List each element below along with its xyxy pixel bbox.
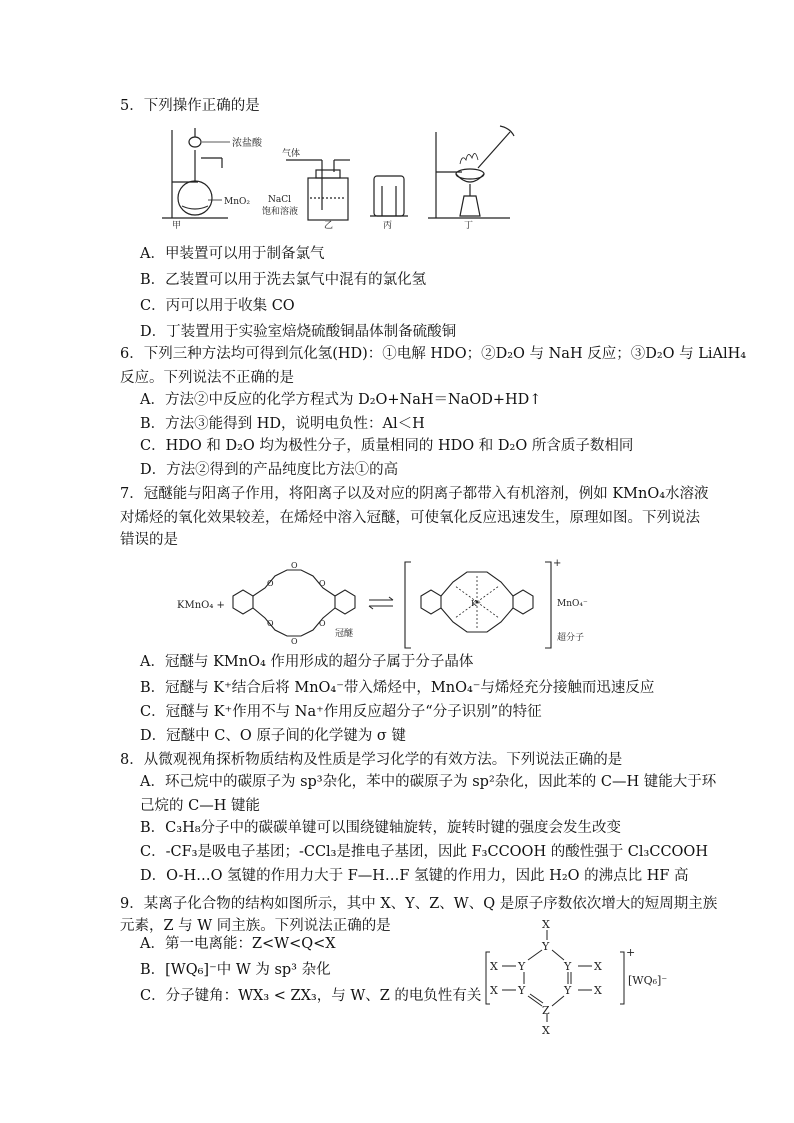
atom-x-right-2: X (594, 984, 602, 997)
cation-charge: + (626, 946, 636, 959)
q6-option-a: A．方法②中反应的化学方程式为 D₂O+NaH＝NaOD+HD↑ (140, 392, 542, 408)
apparatus-bing (370, 176, 408, 216)
caption-yi: 乙 (324, 221, 334, 230)
atom-y-left-2: Y (518, 984, 526, 997)
q7-option-b: B．冠醚与 K⁺结合后将 MnO₄⁻带入烯烃中，MnO₄⁻与烯烃充分接触而迅速反应 (140, 680, 655, 696)
atom-y-left-1: Y (518, 960, 526, 973)
crown-ether-left (233, 570, 355, 636)
atom-x-top: X (542, 918, 550, 931)
q7-option-c: C．冠醚与 K⁺作用不与 Na⁺作用反应超分子“分子识别”的特征 (140, 704, 542, 720)
q6-option-d: D．方法②得到的产品纯度比方法①的高 (140, 462, 399, 478)
label-gas: 气体 (282, 149, 301, 159)
supra-anion: MnO₄⁻ (557, 599, 588, 609)
reagent-label: KMnO₄ + (177, 600, 225, 611)
apparatus-jia (162, 128, 228, 218)
label-nacl-1: NaCl (268, 195, 292, 205)
q6-option-c: C．HDO 和 D₂O 均为极性分子，质量相同的 HDO 和 D₂O 所含质子数相同 (140, 438, 634, 454)
label-mno2: MnO₂ (224, 197, 250, 207)
q8-stem: 8．从微观视角探析物质结构及性质是学习化学的有效方法。下列说法正确的是 (120, 752, 623, 768)
caption-bing: 丙 (383, 221, 393, 230)
q7-stem-line-1: 7．冠醚能与阳离子作用，将阳离子以及对应的阴离子都带入有机溶剂，例如 KMnO₄水溶液 (120, 486, 709, 502)
atom-x-bottom: X (542, 1024, 550, 1037)
q9-option-c: C．分子键角：WX₃ < ZX₃，与 W、Z 的电负性有关 (140, 988, 482, 1004)
q9-option-a: A．第一电离能：Z<W<Q<X (140, 936, 336, 952)
atom-y-right-1: Y (564, 960, 572, 973)
q8-option-a-line-1: A．环己烷中的碳原子为 sp³杂化，苯中的碳原子为 sp²杂化，因此苯的 C—H 键能大于环 (140, 774, 717, 790)
metal-label: K⁺ (471, 599, 482, 608)
q5-option-b: B．乙装置可以用于洗去氯气中混有的氯化氢 (140, 272, 427, 288)
caption-jia: 甲 (172, 221, 182, 230)
q5-option-a: A．甲装置可以用于制备氯气 (140, 246, 325, 262)
q7-crown-ether-figure (175, 556, 595, 656)
q8-option-b: B．C₃H₈分子中的碳碳单键可以围绕键轴旋转，旋转时键的强度会发生改变 (140, 820, 622, 836)
atom-x-left-1: X (490, 960, 498, 973)
anion-label: [WQ₆]⁻ (628, 974, 668, 987)
q7-option-a: A．冠醚与 KMnO₄ 作用形成的超分子属于分子晶体 (140, 654, 474, 670)
equilibrium-arrows (369, 597, 393, 609)
crown-label: 冠醚 (335, 629, 354, 639)
svg-text:O: O (267, 579, 274, 588)
q7-stem-line-3: 错误的是 (120, 532, 178, 548)
label-nacl-2: 饱和溶液 (262, 207, 299, 217)
label-acid: 浓盐酸 (232, 138, 262, 149)
atom-y-top: Y (542, 940, 550, 953)
svg-text:O: O (267, 619, 274, 628)
svg-text:O: O (319, 579, 326, 588)
svg-text:O: O (291, 637, 298, 646)
q9-stem-line-1: 9．某离子化合物的结构如图所示，其中 X、Y、Z、W、Q 是原子序数依次增大的短周期主族 (120, 896, 718, 912)
svg-text:O: O (291, 561, 298, 570)
apparatus-ding (428, 126, 514, 218)
q5-apparatus-figure (150, 120, 570, 230)
q8-option-c: C．-CF₃是吸电子基团；-CCl₃是推电子基团，因此 F₃CCOOH 的酸性强于 Cl₃CCOOH (140, 844, 708, 860)
supra-label: 超分子 (557, 633, 585, 643)
atom-z: Z (542, 1004, 550, 1017)
q5-option-d: D．丁装置用于实验室焙烧硫酸铜晶体制备硫酸铜 (140, 324, 457, 340)
caption-ding: 丁 (464, 221, 474, 230)
q9-stem-line-2: 元素，Z 与 W 同主族。下列说法正确的是 (120, 918, 391, 934)
q6-stem-line-2: 反应。下列说法不正确的是 (120, 370, 294, 386)
svg-text:O: O (319, 619, 326, 628)
q6-option-b: B．方法③能得到 HD，说明电负性：Al＜H (140, 416, 425, 432)
q8-option-a-line-2: 己烷的 C—H 键能 (140, 798, 260, 814)
q9-option-b: B．[WQ₆]⁻中 W 为 sp³ 杂化 (140, 962, 331, 978)
q5-stem: 5．下列操作正确的是 (120, 98, 260, 114)
q6-stem-line-1: 6．下列三种方法均可得到氘化氢(HD)：①电解 HDO；②D₂O 与 NaH 反应；③D₂O 与 LiAlH₄ (120, 346, 747, 362)
atom-x-right-1: X (594, 960, 602, 973)
q5-option-c: C．丙可以用于收集 CO (140, 298, 295, 314)
supra-charge: + (553, 558, 562, 569)
q7-option-d: D．冠醚中 C、O 原子间的化学键为 σ 键 (140, 728, 406, 744)
atom-x-left-2: X (490, 984, 498, 997)
q8-option-d: D．O-H…O 氢键的作用力大于 F—H…F 氢键的作用力，因此 H₂O 的沸点比 HF 高 (140, 868, 689, 884)
q7-stem-line-2: 对烯烃的氧化效果较差，在烯烃中溶入冠醚，可使氧化反应迅速发生，原理如图。下列说法 (120, 510, 700, 526)
q9-ionic-structure-figure (480, 918, 680, 1038)
atom-y-right-2: Y (564, 984, 572, 997)
